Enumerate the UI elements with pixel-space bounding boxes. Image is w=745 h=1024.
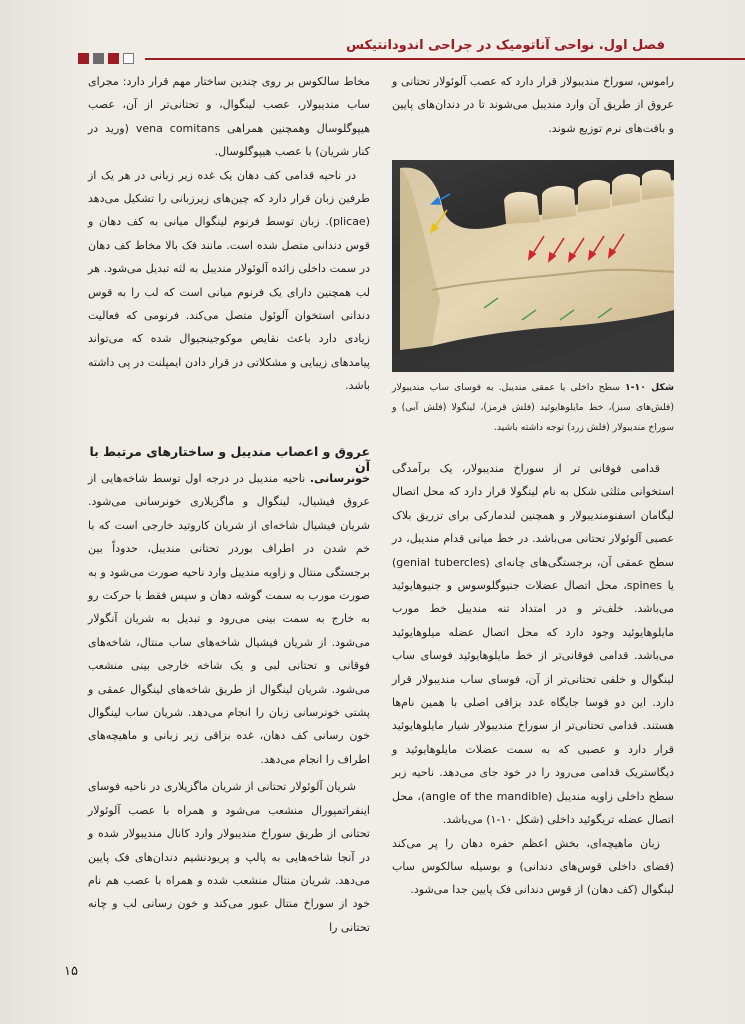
running-header [346,38,665,53]
left-column [88,70,370,398]
paragraph: شریان آلوئولار تحتانی از شریان ماگزیلاری در ناحیه فوسای اینفراتمپورال منشعب می‌شود و همراه با عصب آلوئولار تحتانی از طریق سوراخ مندیبولار وارد کانال مندیبولار شده و در آنجا شاخه‌هایی به پالپ و پریودنشیم دندان‌های فک پایین می‌دهد. شریان منتال منشعب شده و همراه با عصب هم نام خود از سوراخ منتال عبور می‌کند و خون رسانی لب و چانه تحتانی را [88,780,370,934]
mandible-illustration [392,160,674,372]
paragraph: در ناحیه قدامی کف دهان یک غده زیر زبانی در هر یک از طرفین زبان قرار دارد که چین‌های زیرزبانی را تشکیل می‌دهد (plicae). زبان توسط فرنوم لینگوال میانی به کف دهان و قوس دندانی متصل شده است. مانند فک بالا مخاط کف دهان در سمت داخلی زائده آلوئولار مندیبل به لثه تبدیل می‌شود. هر لب همچنین دارای یک فرنوم میانی است که لب را به قوس دندانی استخوان آلوئول متصل می‌کند. فرنومی که فعالیت زیادی دارد باعث نقایص موکوجینجیوال شده که می‌تواند پیامدهای زیبایی و مشکلاتی در قرار دادن ایمپلنت در پی داشته باشد. [88,168,370,393]
mandible-photo [392,160,674,372]
paragraph: راموس، سوراخ مندیبولار قرار دارد که عصب آلوئولار تحتانی و عروق از طریق آن وارد مندیبل می‌شوند تا در دندان‌های پایین و بافت‌های نرم توزیع شوند. [392,75,674,135]
header-rule [145,58,745,60]
header-square-white [123,53,134,64]
header-square-red-2 [108,53,119,64]
figure-caption-text: سطح داخلی یا عمقی مندیبل. به فوسای ساب مندیبولار (فلش‌های سبز)، خط مایلوهایوئید (فلش قرمز)، لینگولا (فلش آبی) و سوراخ مندیبولار (فلش زرد) توجه داشته باشید. [392,382,674,433]
figure-label: شکل ۱۰-۱ [624,382,674,393]
right-column-bottom [392,457,674,902]
header-square-gray [93,53,104,64]
header-separator: . [598,38,604,53]
paragraph: مخاط سالکوس بر روی چندین ساختار مهم قرار دارد: مجرای ساب مندیبولار، عصب لینگوال، و تحتانی‌تر از آن، عصب هیپوگلوسال وهمچنین همراهی vena comitans (ورید در کنار شریان) با عصب هیپوگلوسال. [88,75,370,159]
section-heading: عروق و اعصاب مندیبل و ساختارهای مرتبط با آن [89,444,370,474]
header-square-red [78,53,89,64]
paragraph: زبان ماهیچه‌ای، بخش اعظم حفره دهان را پر می‌کند (فضای داخلی قوس‌های دندانی) و بوسیله سالکوس ساب لینگوال (کف دهان) از قوس دندانی فک پایین جدا می‌شود. [392,836,674,897]
paragraph-text: ناحیه مندیبل در درجه اول توسط شاخه‌هایی از عروق فیشیال، لینگوال و ماگزیلاری خونرسانی می‌شود. شریان فیشیال شاخه‌ای از شریان کاروتید خارجی است که با خم شدن در اطراف بوردر تحتانی مندیبل، حدوداً بین برجستگی منتال و زاویه مندیبل وارد ناحیه صورت می‌شود و به صورت مورب به سمت گوشه دهان و سپس فقط با حرکت رو به خارج به سمت بینی می‌رود و تبدیل به شریان آنگولار می‌شود. از شریان فیشیال شاخه‌های ساب منتال، شاخه‌های فوقانی و تحتانی لبی و یک شاخه خارجی بینی منشعب می‌شود. شریان لینگوال از طریق شاخه‌های لینگوال عمقی و پشتی خونرسانی زبان را انجام می‌دهد. شریان ساب لینگوال خون رسانی کف دهان، غده بزاقی زیر زبانی و ماهیچه‌های اطراف را انجام می‌دهد. [88,472,370,766]
blood-supply-section [88,467,370,939]
paragraph: قدامی فوقانی تر از سوراخ مندیبولار، یک برآمدگی استخوانی مثلثی شکل به نام لینگولا قرار دارد که محل اتصال لیگامان اسفنومندیبولار و همچنین لندمارکی برای تزریق بلاک عصبی آلوئولار تحتانی می‌باشد. در خط میانی قدام مندیبل، در سطح عمقی آن، برجستگی‌های چانه‌ای (genial tubercles) یا spines، محل اتصال عضلات جنیوگلوسوس و جنیوهایوئید می‌باشد. خلف‌تر و در امتداد تنه مندیبل خط مورب مایلوهایوئید وجود دارد که محل اتصال عضله میلوهایوئید می‌باشد. قدامی فوقانی‌تر از خط مایلوهایوئید فوسای ساب لینگوال و خلفی تحتانی‌تر از آن، فوسای ساب مندیبولار قرار دارد. این دو فوسا جایگاه غدد بزاقی اصلی با همین نام‌ها هستند. قدامی تحتانی‌تر از سوراخ مندیبولار شیار مایلوهایوئید قرار دارد و عصبی که به سمت عضلات مایلوهایوئید و دیگاستریک قدامی می‌رود را در خود جای می‌دهد. ناحیه زبر سطح داخلی زاویه مندیبل (angle of the mandible)، محل اتصال عضله تریگوئید داخلی (شکل ۱۰-۱) می‌باشد. [392,462,674,827]
chapter-label: فصل اول [603,38,665,53]
page-number: ۱۵ [64,964,78,979]
subsection-lead: خونرسانی. [309,472,371,485]
chapter-title: نواحی آناتومیک در جراحی اندودانتیکس [346,38,595,53]
paragraph [88,467,370,771]
right-column-top [392,70,674,140]
figure-caption [392,378,674,438]
